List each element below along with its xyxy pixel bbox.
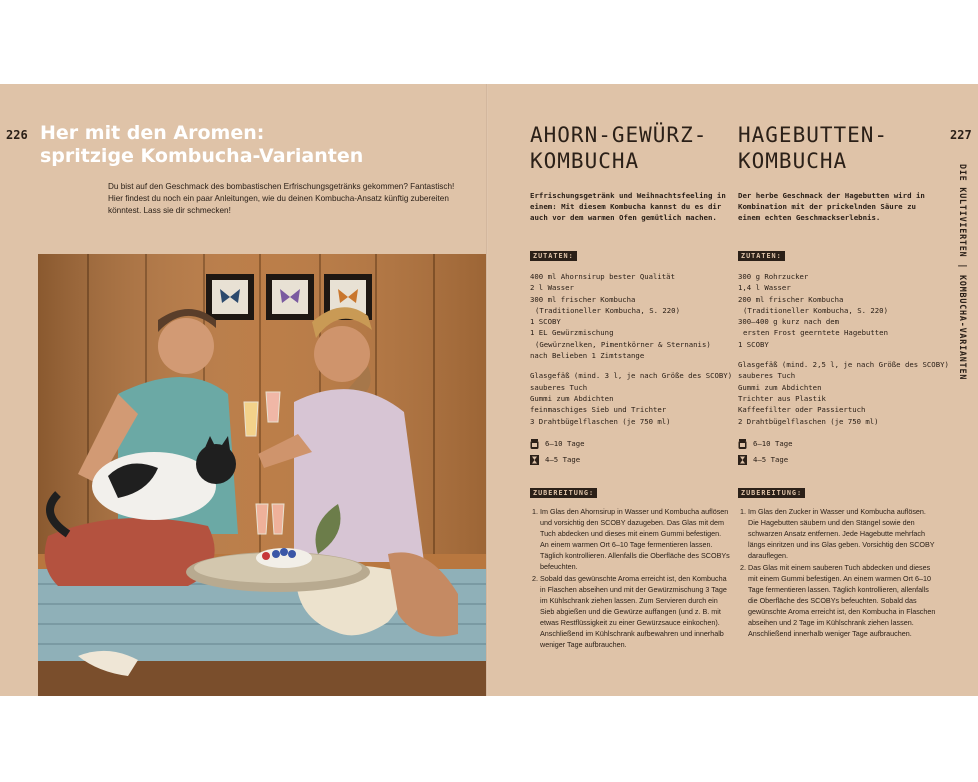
equipment-item: Gummi zum Abdichten: [530, 393, 614, 403]
recipe-title-line-1: HAGEBUTTEN-: [738, 123, 889, 147]
headline-line-1: Her mit den Aromen:: [40, 122, 265, 144]
equipment-list: [738, 359, 949, 427]
preparation-step: 2. Das Glas mit einem sauberen Tuch abdecken und dieses mit einem Gummi befestigen. An einem warmen Ort 6–10 Tage fermentieren lassen. Täglich kontrollieren, allenfalls die Oberfläche des SCOBYs befeuchten. Sobald das gewünschte Aroma erreicht ist, den Kombucha in Flaschen abseihen und 2 Tage im Kühlschrank ziehen lassen. Anschließend innerhalb weniger Tage aufbrauchen.: [748, 562, 938, 639]
page-number-right: 227: [950, 128, 972, 142]
preparation-label: ZUBEREITUNG:: [530, 488, 597, 498]
equipment-list: [530, 370, 733, 426]
equipment-item: sauberes Tuch: [530, 382, 588, 392]
equipment-item: 3 Drahtbügelflaschen (je 750 ml): [530, 416, 671, 426]
time-label: 6–10 Tage: [753, 438, 793, 448]
time-label: 4–5 Tage: [753, 454, 789, 464]
photo-illustration: [38, 254, 486, 696]
page-number-left: 226: [6, 128, 28, 142]
equipment-item: Kaffeefilter oder Passiertuch: [738, 405, 866, 415]
ingredient-item: (Traditioneller Kombucha, S. 220): [535, 305, 680, 315]
fermentation-time-1: [530, 436, 730, 452]
ingredients-label: ZUTATEN:: [738, 251, 785, 261]
ingredient-item: 400 ml Ahornsirup bester Qualität: [530, 272, 675, 281]
equipment-item: Trichter aus Plastik: [738, 393, 826, 403]
chapter-headline: [40, 122, 363, 168]
ingredient-item: (Gewürznelken, Pimentkörner & Sternanis): [535, 339, 711, 349]
recipe-lead: Erfrischungsgetränk und Weihnachtsfeeling in einem: Mit diesem Kombucha kannst du es dir auch vor dem warmen Ofen gemütlich machen.: [530, 191, 726, 222]
fermentation-time-2: [738, 452, 938, 468]
ingredient-item: 1,4 l Wasser: [738, 283, 791, 293]
equipment-item: feinmaschiges Sieb und Trichter: [530, 405, 667, 415]
ingredients-list: [530, 271, 730, 361]
equipment-item: 2 Drahtbügelflaschen (je 750 ml): [738, 416, 879, 426]
recipe-title-line-2: KOMBUCHA: [530, 149, 640, 173]
ingredient-item: 1 SCOBY: [738, 339, 769, 349]
ingredient-item: 300 g Rohrzucker: [738, 272, 809, 281]
preparation-steps: [530, 506, 730, 650]
recipe-title-hagebutten: [738, 122, 888, 174]
preparation-step: 1. Im Glas den Zucker in Wasser und Kombucha auflösen. Die Hagebutten säubern und den Stängel sowie den schwarzen Ansatz entfernen. Jede Hagebutte mehrfach längs einritzen und ins Glas geben. Vorsichtig den SCOBY darauflegen.: [748, 506, 938, 561]
equipment-item: Glasgefäß (mind. 3 l, je nach Größe des SCOBY): [530, 371, 733, 381]
running-side-label: [957, 164, 969, 464]
preparation-step: 2. Sobald das gewünschte Aroma erreicht ist, den Kombucha in Flaschen abseihen und mit der Gewürzmischung 3 Tage im Kühlschrank ziehen lassen. Zum Servieren durch ein Sieb abgießen und die Gewürze auffangen (und z. B. mit etwas Restflüssigkeit zu einer Gewürzsauce einkochen). Anschließend im Kühlschrank aufbewahren und innerhalb weniger Tage aufbrauchen.: [540, 573, 730, 650]
recipe-title-line-2: KOMBUCHA: [738, 149, 848, 173]
time-label: 6–10 Tage: [545, 438, 585, 448]
fermentation-time-2: [530, 452, 730, 468]
equipment-item: sauberes Tuch: [738, 371, 796, 381]
side-label-text: DIE KULTIVIERTEN | KOMBUCHA-VARIANTEN: [958, 164, 968, 381]
book-spread: [0, 84, 978, 696]
ingredient-item: 200 ml frischer Kombucha: [738, 294, 844, 304]
ingredient-item: 1 EL Gewürzmischung: [530, 328, 614, 338]
jar-icon: [530, 439, 539, 449]
ingredient-item: 1 SCOBY: [530, 317, 561, 327]
ingredient-item: 300–400 g kurz nach dem: [738, 317, 840, 327]
preparation-label: ZUBEREITUNG:: [738, 488, 805, 498]
hourglass-icon: [530, 455, 539, 465]
preparation-step: 1. Im Glas den Ahornsirup in Wasser und Kombucha auflösen und vorsichtig den SCOBY dazugeben. Das Glas mit dem Tuch abdecken und dieses mit einem Gummi befestigen. An einem warmen Ort 6–10 Tage fermentieren lassen. Täglich kontrollieren. Allenfalls die Oberfläche des SCOBYs befeuchten.: [540, 506, 730, 572]
recipe-title-ahorn: [530, 122, 707, 174]
ingredient-item: 300 ml frischer Kombucha: [530, 294, 636, 304]
equipment-item: Gummi zum Abdichten: [738, 382, 822, 392]
time-label: 4–5 Tage: [545, 454, 581, 464]
ingredient-item: (Traditioneller Kombucha, S. 220): [743, 305, 888, 315]
ingredient-item: 2 l Wasser: [530, 283, 574, 293]
ingredients-list: [738, 271, 938, 350]
ingredient-item: ersten Frost geerntete Hagebutten: [743, 328, 888, 338]
recipe-title-line-1: AHORN-GEWÜRZ-: [530, 123, 708, 147]
jar-icon: [738, 439, 747, 449]
headline-line-2: spritzige Kombucha-Varianten: [40, 145, 364, 167]
kombucha-photo: [38, 254, 486, 696]
ingredients-label: ZUTATEN:: [530, 251, 577, 261]
fermentation-time-1: [738, 436, 938, 452]
ingredient-item: nach Belieben 1 Zimtstange: [530, 351, 645, 361]
book-gutter: [486, 84, 488, 696]
hourglass-icon: [738, 455, 747, 465]
recipe-column-ahorn: [530, 190, 733, 651]
recipe-column-hagebutten: [738, 190, 949, 640]
equipment-item: Glasgefäß (mind. 2,5 l, je nach Größe des SCOBY): [738, 360, 949, 370]
recipe-lead: Der herbe Geschmack der Hagebutten wird in Kombination mit der prickelnden Säure zu einem echten Geschmackserlebnis.: [738, 191, 925, 222]
preparation-steps: [738, 506, 938, 639]
intro-text: Du bist auf den Geschmack des bombastischen Erfrischungsgetränks gekommen? Fantastisch! Hier findest du noch ein paar Anleitungen, wie du deinen Kombucha-Ansatz künftig zubereiten könntest. Lass sie dir schmecken!: [108, 182, 455, 215]
